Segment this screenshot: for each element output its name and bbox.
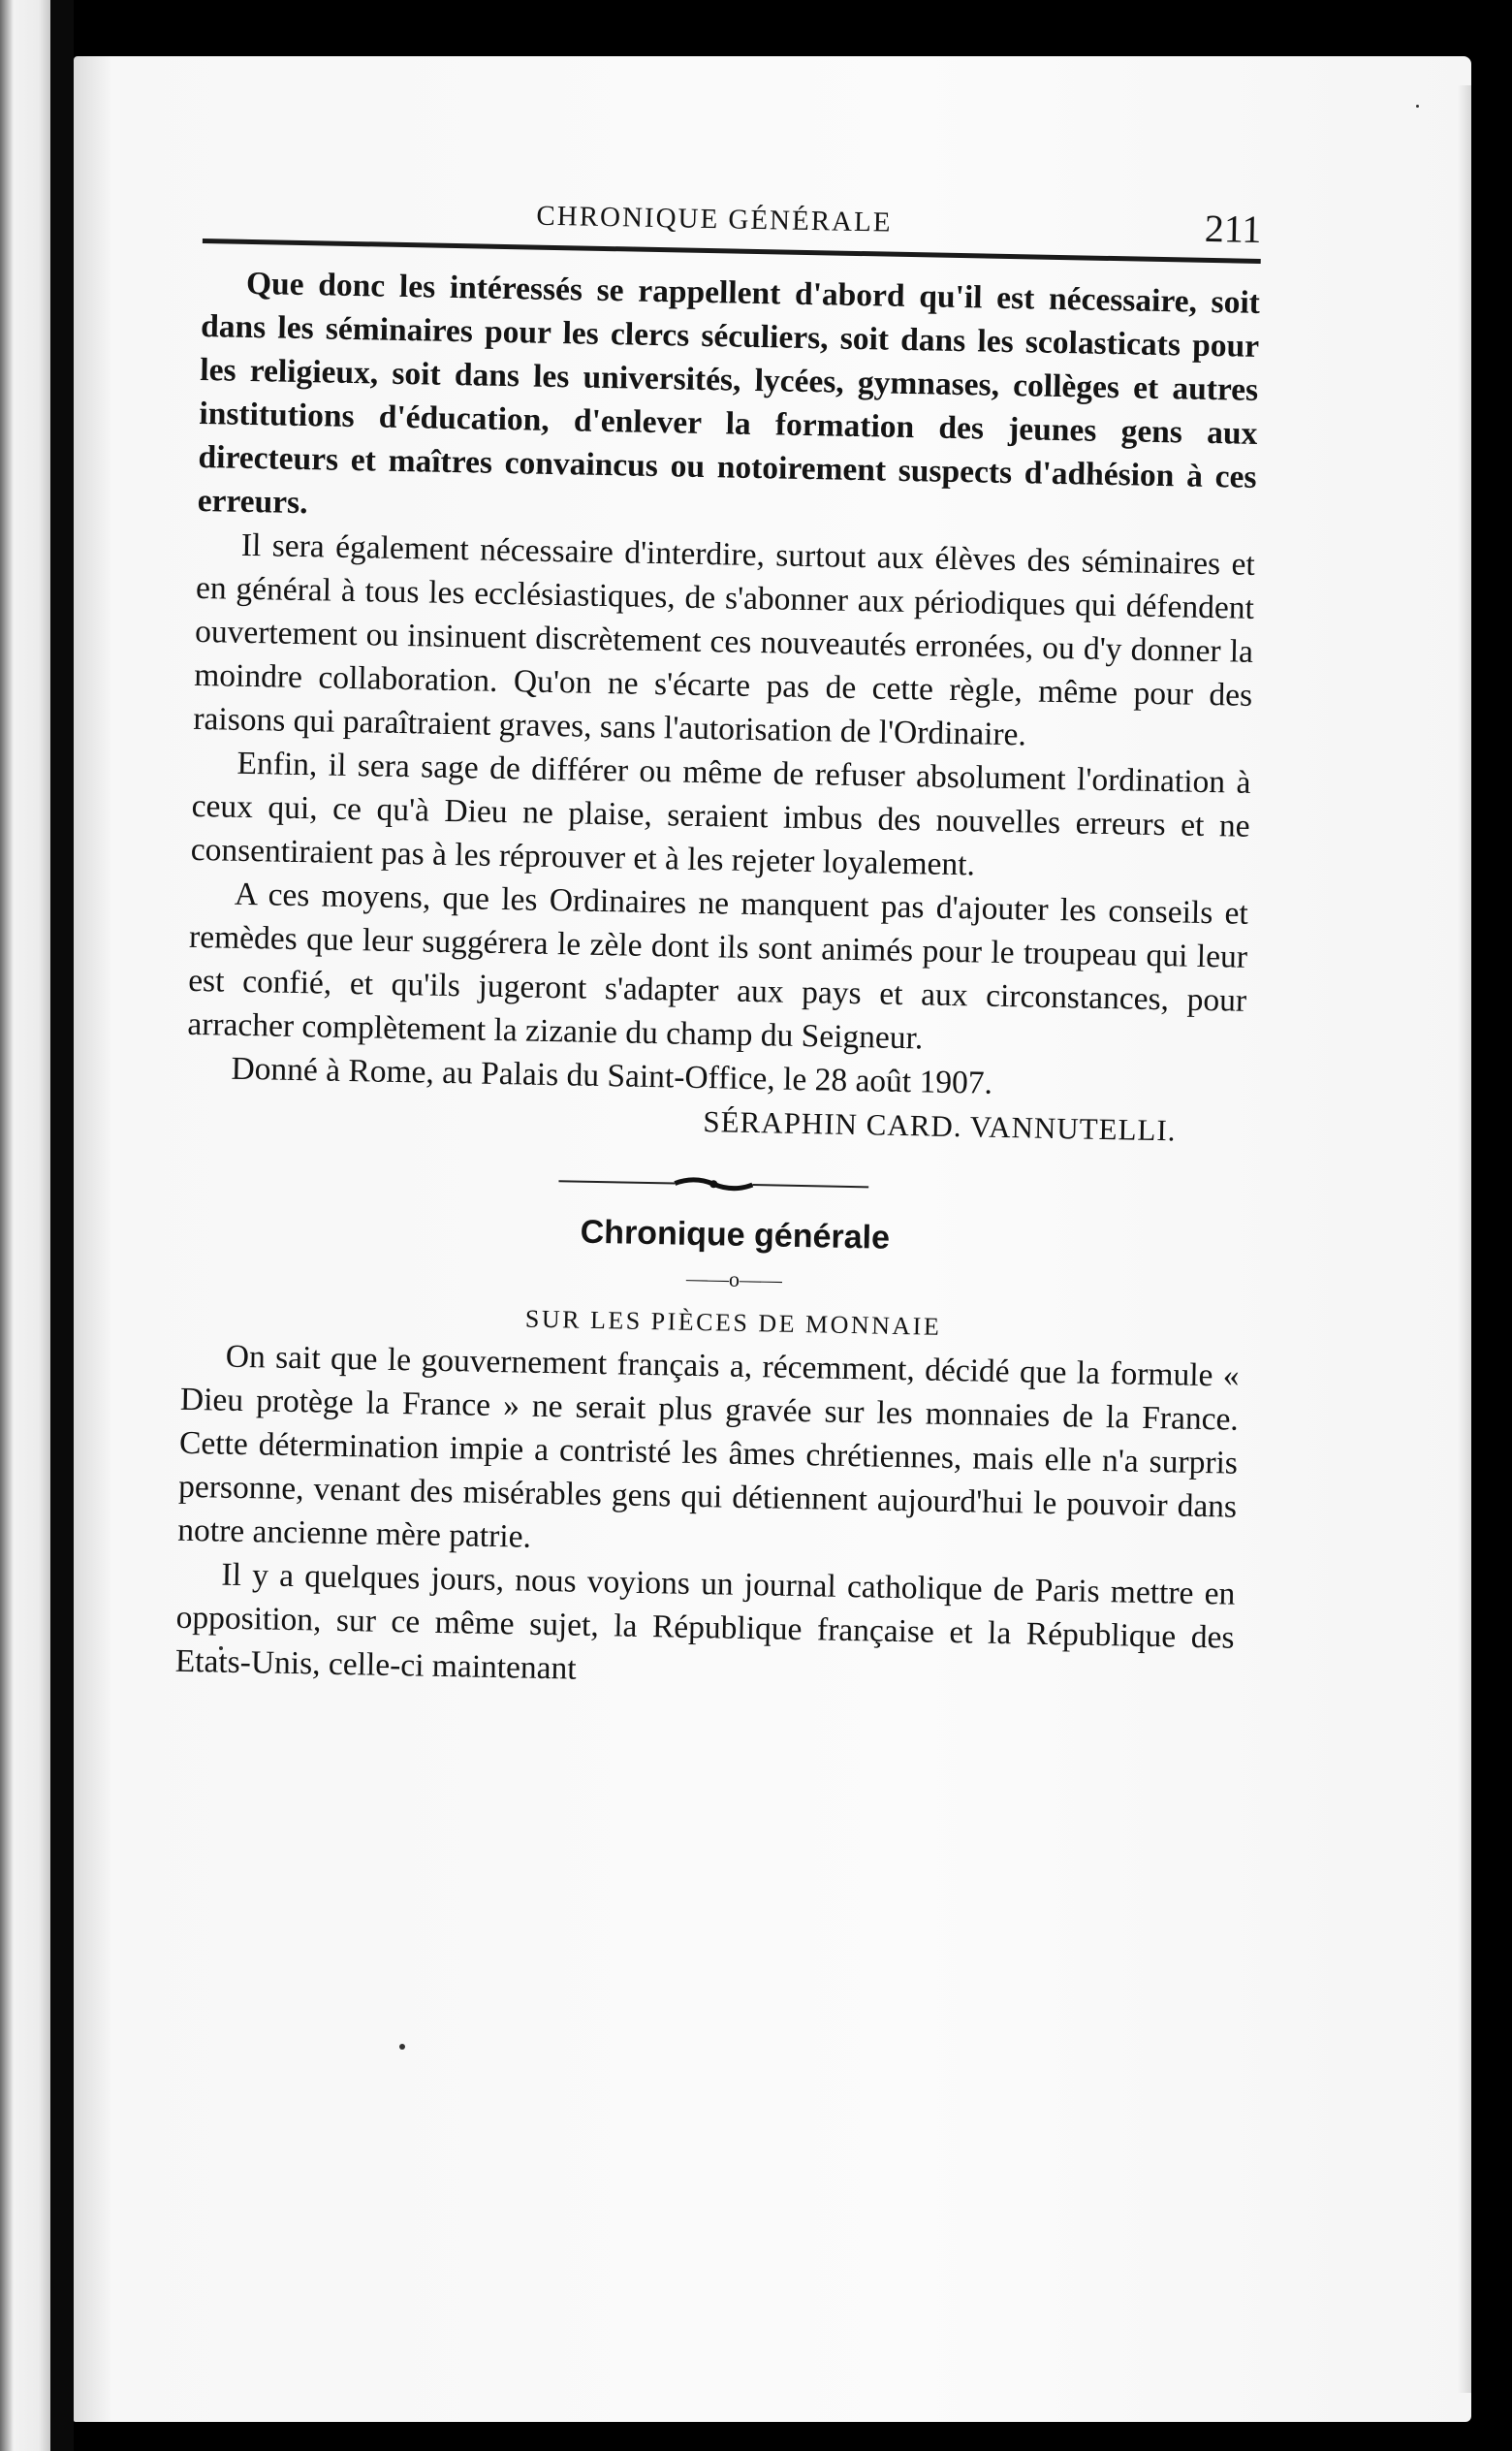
book-gutter [50, 0, 74, 2451]
running-title: CHRONIQUE GÉNÉRALE [536, 200, 893, 239]
paragraph: Enfin, il sera sage de différer ou même de refuser absolument l'ordination à ceux qui, ce qu'à Dieu ne plaise, seraient imbus des nouvelles erreurs et ne consentiraient pas à les réprouver et à les rejeter loyalement. [190, 745, 1251, 883]
section-subtitle: SUR LES PIÈCES DE MONNAIE [524, 1304, 942, 1341]
page-text [174, 186, 1261, 1703]
paragraph: Que donc les intéressés se rappellent d'abord qu'il est nécessaire, soit dans les séminaires pour les clercs séculiers, soit dans les scolasticats pour les religieux, soit dans les universités, lycées, gymnases, collèges et autres institutions d'éducation, d'enlever la formation des jeunes gens aux directeurs et maîtres convaincus ou notoirement suspects d'adhésion à ces erreurs. [197, 265, 1261, 522]
paragraph: On sait que le gouvernement français a, récemment, décidé que la formule « Dieu protège la France » ne serait plus gravée sur les monnaies de la France. Cette détermination impie a contristé les âmes chrétiennes, mais elle n'a surpris personne, venant des misérables gens qui détiennent aujourd'hui le pouvoir dans notre ancienne mère patrie. [177, 1338, 1240, 1555]
section-title: Chronique générale [580, 1213, 891, 1257]
page-edge-shadow [1458, 85, 1471, 2393]
facing-page-edge [0, 0, 50, 2451]
decree-text [174, 261, 1260, 1703]
paragraph: Il sera également nécessaire d'interdire, surtout aux élèves des séminaires et en général à tous les ecclésiastiques, de s'abonner aux périodiques qui défendent ouvertement ou insinuent discrètement ces nouveautés erronées, ou d'y donner la moindre collaboration. Qu'on ne s'écarte pas de cette règle, même pour des raisons qui paraîtraient graves, sans l'autorisation de l'Ordinaire. [193, 526, 1256, 753]
ornament-rule [558, 1169, 868, 1198]
section-divider: ——o—— [685, 1265, 783, 1292]
paragraph: A ces moyens, que les Ordinaires ne manquent pas d'ajouter les conseils et remèdes que leur suggérera le zèle dont ils sont animés pour le troupeau qui leur est confié, et qu'ils jugeront s'adapter aux pays et aux circonstances, pour arracher complètement la zizanie du champ du Seigneur. [187, 875, 1249, 1057]
signoff-date: Donné à Rome, au Palais du Saint-Office, le 28 août 1907. [231, 1050, 993, 1101]
signature: SÉRAPHIN CARD. VANNUTELLI. [703, 1104, 1177, 1148]
page-number: 211 [1204, 206, 1262, 251]
paragraph: Il y a quelques jours, nous voyions un journal catholique de Paris mettre en opposition, sur ce même sujet, la République française et la République des Etats-Unis, celle-ci maintenant [174, 1556, 1236, 1687]
